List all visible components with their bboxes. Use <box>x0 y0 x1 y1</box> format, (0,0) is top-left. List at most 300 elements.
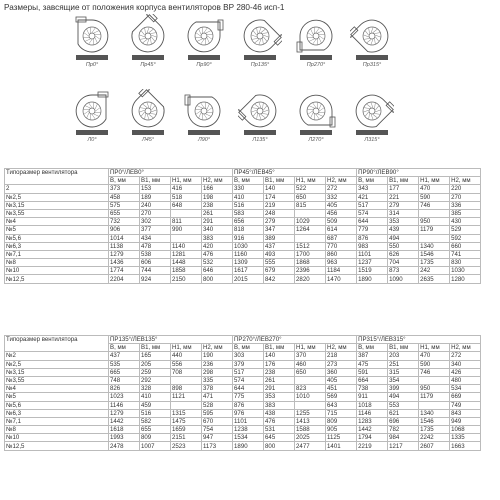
dimension-cell <box>295 234 326 242</box>
dimension-cell: 437 <box>109 352 140 360</box>
dimension-cell: 470 <box>419 352 450 360</box>
table-row <box>5 218 481 226</box>
dimension-cell: 950 <box>419 218 450 226</box>
orientation-diagrams <box>70 14 410 164</box>
dimension-cell: 950 <box>419 385 450 393</box>
dimension-cell: 379 <box>233 360 264 368</box>
dimension-cell <box>171 209 202 217</box>
dimension-cell: 574 <box>233 376 264 384</box>
fan-size-header: Типоразмер вентилятора <box>5 169 109 185</box>
dimension-cell: 426 <box>450 368 481 376</box>
dimension-cell <box>295 376 326 384</box>
dimension-cell: 1868 <box>295 259 326 267</box>
dimension-cell: 1030 <box>233 242 264 250</box>
dimension-cell: 360 <box>326 368 357 376</box>
dimension-cell: 343 <box>357 185 388 193</box>
fan-size-cell: №10 <box>5 267 109 275</box>
table-row <box>5 352 481 360</box>
dimension-cell: 140 <box>264 185 295 193</box>
dimension-cell: 1279 <box>109 250 140 258</box>
dimension-cell: 823 <box>295 385 326 393</box>
dimension-cell: 410 <box>233 193 264 201</box>
dimension-cell: 140 <box>264 352 295 360</box>
dimension-unit-header: В, мм <box>109 344 140 352</box>
dimension-cell: 259 <box>140 368 171 376</box>
dimension-cell: 421 <box>357 193 388 201</box>
dimension-unit-header: В, мм <box>233 344 264 352</box>
dimension-cell: 779 <box>357 226 388 234</box>
fan-orientation-diagram <box>294 14 338 74</box>
dimension-cell: 387 <box>357 352 388 360</box>
dimension-cell: 2478 <box>109 442 140 450</box>
dimension-cell: 279 <box>264 218 295 226</box>
dimension-unit-header: Н2, мм <box>326 177 357 185</box>
dimension-cell: 1068 <box>450 426 481 434</box>
dimension-cell: 405 <box>326 201 357 209</box>
dimension-cell: 644 <box>357 218 388 226</box>
dimensions-table-2 <box>4 335 481 451</box>
dimension-cell: 332 <box>326 193 357 201</box>
dimension-cell: 1309 <box>233 259 264 267</box>
dimension-unit-header: Н1, мм <box>171 177 202 185</box>
fan-size-cell: №10 <box>5 434 109 442</box>
dimension-cell: 534 <box>450 385 481 393</box>
dimension-cell: 1179 <box>419 393 450 401</box>
dimension-cell: 531 <box>264 426 295 434</box>
orientation-label: Л0° <box>87 137 97 143</box>
dimension-cell: 1335 <box>450 434 481 442</box>
dimension-cell: 189 <box>140 193 171 201</box>
dimension-cell: 1470 <box>326 275 357 283</box>
dimension-cell: 529 <box>450 226 481 234</box>
dimension-cell <box>171 376 202 384</box>
dimension-cell: 1280 <box>450 275 481 283</box>
fan-size-cell: №2,5 <box>5 360 109 368</box>
dimension-cell: 826 <box>109 385 140 393</box>
fan-size-cell: №7,1 <box>5 250 109 258</box>
dimension-cell: 261 <box>202 209 233 217</box>
dimension-cell: 800 <box>202 275 233 283</box>
dimension-cell: 575 <box>109 201 140 209</box>
dimension-cell: 218 <box>326 352 357 360</box>
fan-orientation-diagram <box>182 89 226 149</box>
orientation-label: Л315° <box>364 137 380 143</box>
dimension-cell: 509 <box>326 218 357 226</box>
dimension-cell: 1340 <box>419 242 450 250</box>
fan-housing-icon <box>70 14 114 62</box>
dimension-cell: 2204 <box>109 275 140 283</box>
dimension-cell <box>295 401 326 409</box>
dimension-cell: 984 <box>388 434 419 442</box>
dimension-cell: 1659 <box>171 426 202 434</box>
table-row <box>5 185 481 193</box>
fan-size-cell: №5 <box>5 226 109 234</box>
table-row <box>5 250 481 258</box>
dimension-cell: 843 <box>450 409 481 417</box>
dimension-cell: 1413 <box>295 417 326 425</box>
dimension-cell: 983 <box>357 242 388 250</box>
dimension-cell: 261 <box>264 376 295 384</box>
dimension-cell: 315 <box>388 368 419 376</box>
dimensions-table-1 <box>4 168 481 284</box>
position-group-header: ПР315°/ЛЕВ315° <box>357 336 481 344</box>
orientation-label: Пр45° <box>140 62 156 68</box>
dimension-cell: 270 <box>140 209 171 217</box>
dimension-cell: 775 <box>233 393 264 401</box>
dimension-cell: 370 <box>295 352 326 360</box>
fan-size-cell: №8 <box>5 259 109 267</box>
dimension-cell: 377 <box>140 226 171 234</box>
dimension-cell: 556 <box>171 360 202 368</box>
dimension-cell: 273 <box>326 360 357 368</box>
dimension-cell: 221 <box>388 193 419 201</box>
dimension-cell: 153 <box>140 185 171 193</box>
fan-housing-icon <box>238 89 282 137</box>
dimension-cell: 679 <box>264 267 295 275</box>
dimension-cell: 550 <box>388 242 419 250</box>
dimension-cell: 748 <box>109 376 140 384</box>
fan-orientation-diagram <box>238 89 282 149</box>
orientation-label: Пр135° <box>250 62 270 68</box>
dimension-cell <box>419 234 450 242</box>
dimension-unit-header: В1, мм <box>140 344 171 352</box>
dimension-cell: 590 <box>419 360 450 368</box>
dimension-cell: 738 <box>357 385 388 393</box>
dimension-cell: 2523 <box>171 442 202 450</box>
dimension-cell: 656 <box>233 218 264 226</box>
dimension-cell: 646 <box>202 267 233 275</box>
position-group-header: ПР0°/ЛЕВ0° <box>109 169 233 177</box>
table-row <box>5 376 481 384</box>
orientation-label: Пр270° <box>306 62 326 68</box>
dimension-cell: 385 <box>450 209 481 217</box>
dimension-cell: 873 <box>388 267 419 275</box>
dimension-cell: 1217 <box>388 442 419 450</box>
dimension-cell: 583 <box>233 209 264 217</box>
fan-size-cell: №3,15 <box>5 368 109 376</box>
dimension-cell: 242 <box>419 267 450 275</box>
dimension-cell: 1546 <box>419 417 450 425</box>
orientation-label: Пр0° <box>85 62 99 68</box>
dimension-cell: 516 <box>233 201 264 209</box>
table-row <box>5 201 481 209</box>
dimension-cell: 1146 <box>109 401 140 409</box>
dimension-cell: 1173 <box>202 442 233 450</box>
dimension-cell: 746 <box>419 368 450 376</box>
dimension-cell: 704 <box>388 259 419 267</box>
dimension-cell: 963 <box>326 259 357 267</box>
dimension-cell: 238 <box>264 368 295 376</box>
dimension-cell: 687 <box>326 234 357 242</box>
fan-size-cell: №3,55 <box>5 209 109 217</box>
dimension-cell: 650 <box>295 368 326 376</box>
dimension-cell: 336 <box>450 201 481 209</box>
dimension-cell: 456 <box>326 209 357 217</box>
dimension-cell: 949 <box>450 417 481 425</box>
dimension-cell: 203 <box>388 352 419 360</box>
dimension-cell <box>419 376 450 384</box>
dimension-cell: 177 <box>388 185 419 193</box>
dimension-cell: 1138 <box>109 242 140 250</box>
dimension-cell: 976 <box>233 409 264 417</box>
dimension-cell: 270 <box>450 193 481 201</box>
dimension-cell: 340 <box>202 226 233 234</box>
fan-orientation-diagram <box>126 89 170 149</box>
dimension-cell: 434 <box>140 234 171 242</box>
dimension-cell: 1140 <box>171 242 202 250</box>
dimension-cell: 251 <box>388 360 419 368</box>
dimension-cell: 1546 <box>419 250 450 258</box>
dimension-cell: 176 <box>264 360 295 368</box>
dimension-cell: 614 <box>326 226 357 234</box>
dimension-cell: 732 <box>109 218 140 226</box>
table-row <box>5 442 481 450</box>
dimension-cell: 811 <box>171 218 202 226</box>
table-group-header-row <box>5 336 481 344</box>
dimension-cell: 1184 <box>326 267 357 275</box>
fan-size-header: Типоразмер вентилятора <box>5 336 109 352</box>
dimension-cell: 911 <box>357 393 388 401</box>
dimension-cell: 1519 <box>357 267 388 275</box>
dimension-cell: 665 <box>109 368 140 376</box>
dimension-cell: 279 <box>388 201 419 209</box>
dimension-cell: 298 <box>202 368 233 376</box>
fan-housing-icon <box>238 14 282 62</box>
dimension-cell: 165 <box>140 352 171 360</box>
dimension-cell: 1090 <box>388 275 419 283</box>
dimension-cell: 538 <box>140 250 171 258</box>
dimension-cell: 272 <box>450 352 481 360</box>
fan-housing-icon <box>182 14 226 62</box>
dimension-cell: 555 <box>264 259 295 267</box>
dimension-unit-header: Н2, мм <box>450 177 481 185</box>
dimension-cell: 1146 <box>357 409 388 417</box>
dimension-cell: 553 <box>388 401 419 409</box>
dimension-cell: 1794 <box>357 434 388 442</box>
dimension-cell: 1588 <box>295 426 326 434</box>
dimension-cell: 898 <box>171 385 202 393</box>
fan-size-cell: №6,3 <box>5 409 109 417</box>
dimension-cell: 670 <box>202 417 233 425</box>
dimension-cell: 876 <box>357 234 388 242</box>
dimension-cell: 621 <box>388 409 419 417</box>
orientation-label: Пр315° <box>362 62 382 68</box>
dimension-cell: 517 <box>233 368 264 376</box>
dimension-cell: 439 <box>388 226 419 234</box>
dimension-cell: 947 <box>202 434 233 442</box>
dimension-unit-header: Н1, мм <box>171 344 202 352</box>
fan-housing-icon <box>350 89 394 137</box>
dimension-cell: 476 <box>202 250 233 258</box>
dimension-cell: 516 <box>140 409 171 417</box>
dimension-cell: 399 <box>388 385 419 393</box>
dimension-cell: 1436 <box>109 259 140 267</box>
dimension-cell: 1448 <box>171 259 202 267</box>
fan-housing-icon <box>294 14 338 62</box>
fan-size-cell: №4 <box>5 218 109 226</box>
orientation-label: Л90° <box>197 137 211 143</box>
dimension-cell <box>419 401 450 409</box>
dimension-cell: 1014 <box>109 234 140 242</box>
fan-size-cell: 2 <box>5 185 109 193</box>
fan-orientation-diagram <box>182 14 226 74</box>
dimension-cell: 1735 <box>419 259 450 267</box>
fan-size-cell: №2 <box>5 352 109 360</box>
fan-orientation-diagram <box>350 89 394 149</box>
dimension-unit-header: Н1, мм <box>295 177 326 185</box>
dimension-cell: 205 <box>140 360 171 368</box>
dimension-cell: 592 <box>450 234 481 242</box>
dimension-cell: 644 <box>233 385 264 393</box>
dimension-cell: 478 <box>140 242 171 250</box>
dimension-cell: 335 <box>202 376 233 384</box>
dimension-cell <box>419 209 450 217</box>
dimension-cell: 410 <box>140 393 171 401</box>
dimension-cell: 471 <box>202 393 233 401</box>
fan-housing-icon <box>126 89 170 137</box>
dimension-cell: 860 <box>326 250 357 258</box>
orientation-label: Л270° <box>308 137 324 143</box>
dimension-cell: 2242 <box>419 434 450 442</box>
dimension-cell: 744 <box>140 267 171 275</box>
fan-size-cell: №8 <box>5 426 109 434</box>
dimension-unit-header: Н2, мм <box>450 344 481 352</box>
dimension-cell: 1735 <box>419 426 450 434</box>
dimension-cell: 535 <box>109 360 140 368</box>
dimension-cell: 696 <box>388 417 419 425</box>
fan-size-cell: №3,55 <box>5 376 109 384</box>
dimension-cell <box>171 401 202 409</box>
fan-size-cell: №4 <box>5 385 109 393</box>
table-row <box>5 267 481 275</box>
fan-housing-icon <box>294 89 338 137</box>
dimension-cell: 198 <box>202 193 233 201</box>
dimension-cell: 1700 <box>295 250 326 258</box>
dimension-cell: 1010 <box>295 393 326 401</box>
dimension-cell: 660 <box>450 242 481 250</box>
dimension-cell: 1237 <box>357 259 388 267</box>
dimension-cell: 1283 <box>357 417 388 425</box>
dimension-cell: 591 <box>357 368 388 376</box>
dimension-cell: 314 <box>388 209 419 217</box>
dimension-cell: 655 <box>109 209 140 217</box>
dimension-cell: 1281 <box>171 250 202 258</box>
table-row <box>5 385 481 393</box>
fan-size-cell: №5,6 <box>5 401 109 409</box>
dimension-cell: 240 <box>140 201 171 209</box>
dimension-cell: 238 <box>202 201 233 209</box>
dimension-cell: 389 <box>264 234 295 242</box>
dimension-cell: 340 <box>450 360 481 368</box>
fan-housing-icon <box>182 89 226 137</box>
dimension-cell: 582 <box>140 417 171 425</box>
dimension-cell: 2820 <box>295 275 326 283</box>
dimension-cell: 876 <box>233 401 264 409</box>
dimension-cell: 494 <box>388 393 419 401</box>
dimension-cell: 1534 <box>233 434 264 442</box>
dimension-cell: 330 <box>233 185 264 193</box>
dimension-cell: 475 <box>357 360 388 368</box>
dimension-cell: 1007 <box>140 442 171 450</box>
fan-size-cell: №12,5 <box>5 442 109 450</box>
table-row <box>5 368 481 376</box>
dimension-cell: 1663 <box>450 442 481 450</box>
table-row <box>5 360 481 368</box>
dimension-cell: 1475 <box>171 417 202 425</box>
fan-orientation-diagram <box>126 14 170 74</box>
table-row <box>5 226 481 234</box>
dimension-unit-header: Н2, мм <box>202 344 233 352</box>
dimension-cell: 590 <box>419 193 450 201</box>
dimension-cell: 292 <box>140 376 171 384</box>
dimension-cell: 1264 <box>295 226 326 234</box>
table-row <box>5 209 481 217</box>
position-group-header: ПР45°/ЛЕВ45° <box>233 169 357 177</box>
dimension-cell: 645 <box>264 434 295 442</box>
dimension-cell: 1030 <box>450 267 481 275</box>
table-row <box>5 193 481 201</box>
dimension-cell: 574 <box>357 209 388 217</box>
dimension-cell: 830 <box>450 259 481 267</box>
dimension-cell: 2150 <box>171 275 202 283</box>
dimension-cell: 528 <box>202 401 233 409</box>
dimension-cell: 190 <box>202 352 233 360</box>
dimension-cell: 1890 <box>357 275 388 283</box>
dimension-cell: 1618 <box>109 426 140 434</box>
table-row <box>5 234 481 242</box>
dimension-cell: 1255 <box>295 409 326 417</box>
dimension-cell: 303 <box>233 352 264 360</box>
fan-housing-icon <box>126 14 170 62</box>
dimension-cell: 166 <box>202 185 233 193</box>
dimension-cell: 420 <box>202 242 233 250</box>
dimension-cell: 569 <box>326 393 357 401</box>
dimension-cell <box>171 234 202 242</box>
dimension-cell: 248 <box>264 209 295 217</box>
dimension-cell: 494 <box>388 234 419 242</box>
dimension-cell: 669 <box>450 393 481 401</box>
dimension-cell: 458 <box>109 193 140 201</box>
fan-size-cell: №2,5 <box>5 193 109 201</box>
dimension-cell: 236 <box>202 360 233 368</box>
dimension-cell: 1121 <box>171 393 202 401</box>
dimension-cell: 302 <box>140 218 171 226</box>
dimension-cell: 383 <box>264 401 295 409</box>
dimension-cell: 1993 <box>109 434 140 442</box>
dimension-cell: 476 <box>264 417 295 425</box>
dimension-cell: 800 <box>264 442 295 450</box>
dimension-cell: 438 <box>264 409 295 417</box>
dimension-cell: 459 <box>140 401 171 409</box>
dimension-cell: 2396 <box>295 267 326 275</box>
dimension-cell: 1858 <box>171 267 202 275</box>
dimension-cell: 373 <box>109 185 140 193</box>
dimension-cell: 606 <box>140 259 171 267</box>
dimension-cell: 493 <box>264 250 295 258</box>
dimension-unit-header: В1, мм <box>264 177 295 185</box>
dimension-cell: 532 <box>202 259 233 267</box>
position-group-header: ПР270°/ЛЕВ270° <box>233 336 357 344</box>
dimension-cell: 1401 <box>326 442 357 450</box>
dimension-cell: 655 <box>140 426 171 434</box>
table-row <box>5 426 481 434</box>
dimension-cell: 916 <box>233 234 264 242</box>
table-row <box>5 434 481 442</box>
fan-size-cell: №5 <box>5 393 109 401</box>
dimension-cell: 1018 <box>357 401 388 409</box>
dimension-cell: 354 <box>388 376 419 384</box>
dimension-cell: 1101 <box>357 250 388 258</box>
